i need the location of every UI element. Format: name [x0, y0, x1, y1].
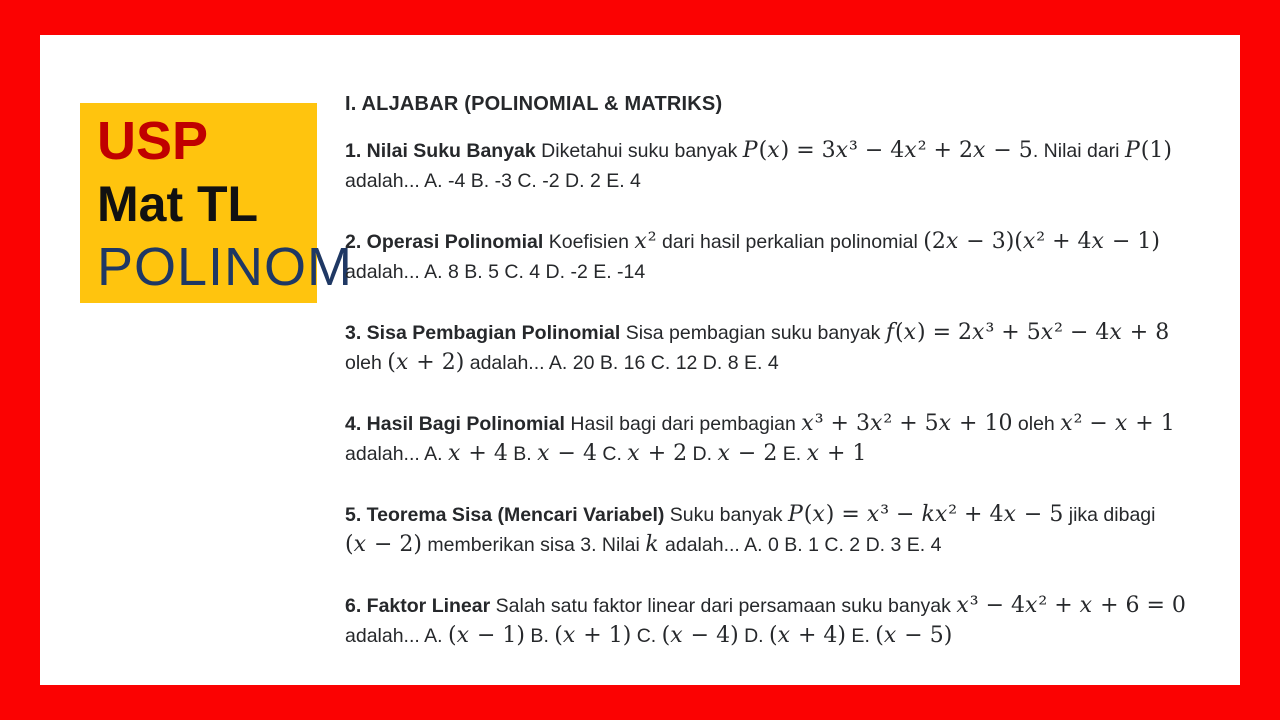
question-text: 3. Sisa Pembagian Polinomial [345, 322, 626, 344]
question-text: 2. Operasi Polinomial [345, 231, 549, 253]
question-text: jika dibagi [1063, 504, 1156, 526]
math-expression: x² − x + 1 [1060, 411, 1175, 436]
question-item [345, 136, 1245, 196]
math-expression: x² [634, 229, 657, 254]
math-expression: (x + 1) [554, 623, 632, 648]
math-expression: (x + 2) [387, 350, 465, 375]
question-text: dari hasil perkalian polinomial [656, 231, 924, 253]
question-item [345, 409, 1245, 469]
question-text: Suku banyak [669, 504, 788, 526]
math-expression: x + 4 [448, 441, 508, 466]
math-expression: x − 2 [717, 441, 778, 466]
math-expression: x³ + 3x² + 5x + 10 [801, 411, 1013, 436]
question-text: B. [525, 625, 555, 647]
question-text: Salah satu faktor linear dari persamaan suku banyak [495, 595, 957, 617]
question-text: . Nilai dari [1032, 140, 1125, 162]
badge-line-usp: USP [97, 111, 209, 171]
question-text: D. [738, 625, 769, 647]
math-expression: P(x) = 3x³ − 4x² + 2x − 5 [742, 138, 1033, 163]
question-item [345, 227, 1245, 287]
question-item [345, 318, 1245, 378]
question-text: C. [631, 625, 662, 647]
question-text: Sisa pembagian suku banyak [625, 322, 886, 344]
question-text: 5. Teorema Sisa (Mencari Variabel) [345, 504, 670, 526]
math-expression: P(x) = x³ − kx² + 4x − 5 [787, 502, 1064, 527]
question-text: 4. Hasil Bagi Polinomial [345, 413, 571, 435]
question-text: 1. Nilai Suku Banyak [345, 140, 542, 162]
badge-line-polinom: POLINOM [97, 237, 354, 297]
question-text: 6. Faktor Linear [345, 595, 496, 617]
question-text: E. [777, 443, 807, 465]
question-text: adalah... A. 8 B. 5 C. 4 D. -2 E. -14 [345, 261, 646, 283]
math-expression: (x − 5) [875, 623, 953, 648]
question-text: adalah... A. [345, 443, 448, 465]
questions [345, 136, 1245, 651]
question-text: oleh [345, 352, 388, 374]
question-item [345, 591, 1245, 651]
math-expression: (x − 2) [345, 532, 423, 557]
question-text: Hasil bagi dari pembagian [570, 413, 802, 435]
question-text: Diketahui suku banyak [541, 140, 743, 162]
question-text: adalah... A. -4 B. -3 C. -2 D. 2 E. 4 [345, 170, 641, 192]
title-badge [80, 103, 354, 303]
question-text: B. [507, 443, 538, 465]
math-expression: (x − 1) [448, 623, 526, 648]
question-text: adalah... A. 20 B. 16 C. 12 D. 8 E. 4 [464, 352, 779, 374]
question-sheet [345, 92, 1245, 682]
math-expression: x³ − 4x² + x + 6 = 0 [956, 593, 1186, 618]
math-expression: (2x − 3)(x² + 4x − 1) [923, 229, 1160, 254]
section-title: I. ALJABAR (POLINOMIAL & MATRIKS) [345, 93, 723, 115]
math-expression: f(x) = 2x³ + 5x² − 4x + 8 [885, 320, 1170, 345]
math-expression: (x + 4) [769, 623, 847, 648]
question-text: E. [846, 625, 876, 647]
question-text: memberikan sisa 3. Nilai [422, 534, 646, 556]
math-expression: k [645, 532, 659, 557]
math-expression: x − 4 [537, 441, 597, 466]
question-item [345, 500, 1245, 560]
question-text: adalah... A. 0 B. 1 C. 2 D. 3 E. 4 [659, 534, 942, 556]
math-expression: P(1) [1124, 138, 1172, 163]
question-text: C. [596, 443, 628, 465]
question-text: adalah... A. [345, 625, 448, 647]
content-panel [40, 35, 1240, 685]
math-expression: x + 2 [627, 441, 688, 466]
math-expression: (x − 4) [661, 623, 739, 648]
math-expression: x + 1 [806, 441, 867, 466]
question-text: oleh [1012, 413, 1061, 435]
question-text: Koefisien [548, 231, 635, 253]
badge-line-mat-tl: Mat TL [97, 176, 259, 232]
question-text: D. [687, 443, 718, 465]
